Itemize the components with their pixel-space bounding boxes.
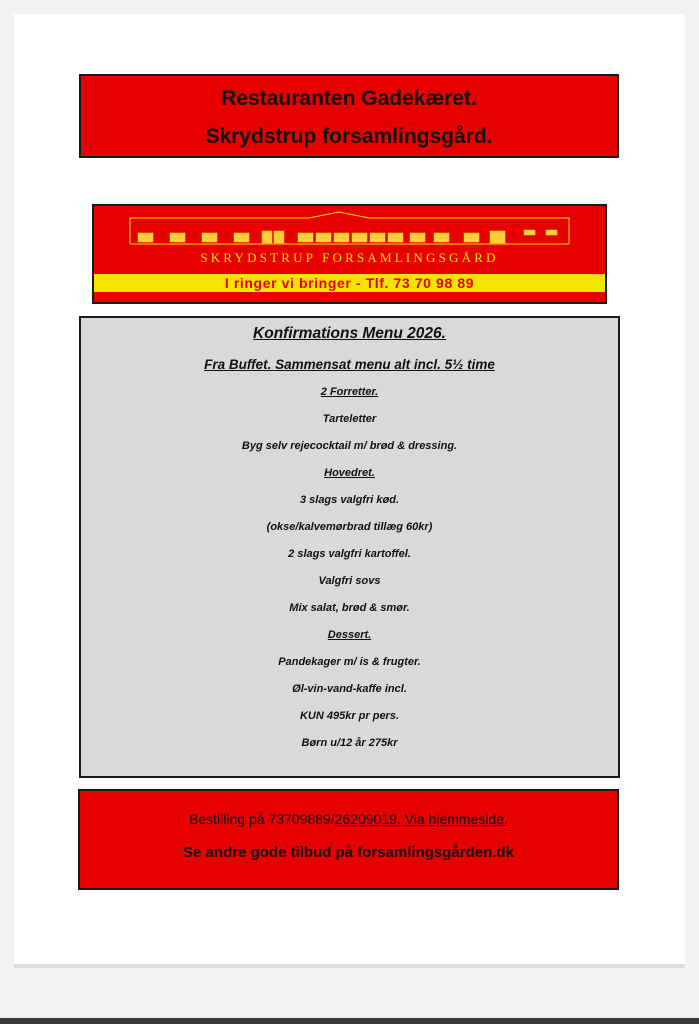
order-phone-text: Bestilling på 73709889/	[189, 811, 335, 827]
restaurant-title-banner	[79, 74, 619, 158]
logo-name-text: SKRYDSTRUP FORSAMLINGSGÅRD	[200, 250, 499, 265]
menu-item: (okse/kalvemørbrad tillæg 60kr)	[266, 521, 433, 533]
order-line	[80, 811, 617, 827]
venue-name: Skrydstrup forsamlingsgård.	[205, 125, 493, 148]
section-heading-main-course: Hovedret.	[324, 467, 375, 479]
menu-item: 2 slags valgfri kartoffel.	[288, 548, 411, 560]
order-phone-link[interactable]: 26209019. Via hjemmeside.	[334, 811, 508, 827]
section-heading-starters: 2 Forretter.	[320, 386, 379, 398]
menu-item: Byg selv rejecocktail m/ brød & dressing.	[241, 440, 458, 452]
menu-subtitle: Fra Buffet. Sammensat menu alt incl. 5½ time	[204, 357, 495, 372]
menu-item: Øl-vin-vand-kaffe incl.	[292, 683, 407, 695]
offers-text: Se andre gode tilbud på forsamlingsgården.dk	[183, 844, 514, 861]
logo-banner	[92, 204, 607, 304]
logo-tagline: I ringer vi bringer - Tlf. 73 70 98 89	[224, 275, 475, 291]
menu-item: Valgfri sovs	[318, 575, 381, 587]
menu-title: Konfirmations Menu 2026.	[253, 325, 446, 342]
viewer-bottom-bar	[0, 1018, 699, 1024]
page-shadow	[14, 964, 685, 968]
price-child: Børn u/12 år 275kr	[301, 737, 398, 749]
section-heading-dessert: Dessert.	[327, 629, 372, 641]
price-adult: KUN 495kr pr pers.	[299, 710, 400, 722]
footer-banner	[78, 789, 619, 890]
restaurant-name: Restauranten Gadekæret.	[221, 87, 477, 110]
menu-item: Tarteletter	[322, 413, 377, 425]
menu-item: Pandekager m/ is & frugter.	[278, 656, 421, 668]
menu-item: 3 slags valgfri kød.	[299, 494, 400, 506]
menu-item: Mix salat, brød & smør.	[289, 602, 410, 614]
menu-box	[79, 316, 620, 778]
